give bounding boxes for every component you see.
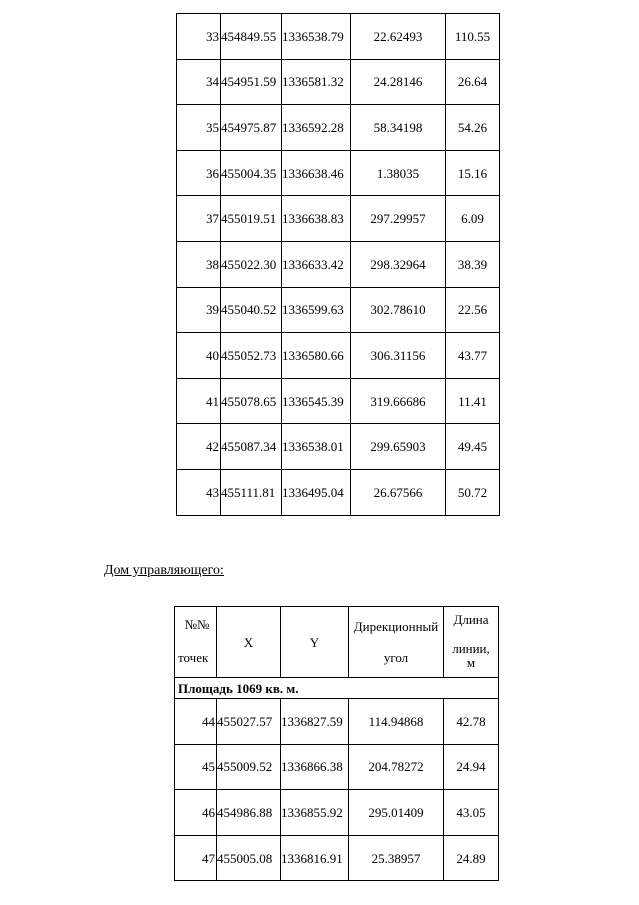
- table-row: [177, 196, 500, 242]
- line-length-cell: 11.41: [446, 378, 500, 424]
- point-number-cell: 45: [175, 744, 217, 790]
- line-length-cell: 49.45: [446, 424, 500, 470]
- header-x: X: [217, 607, 281, 678]
- direction-angle-cell: 26.67566: [351, 469, 446, 515]
- point-number-cell: 42: [177, 424, 221, 470]
- header-length-line2: линии,: [452, 640, 490, 656]
- y-coordinate-cell: 1336538.01: [282, 424, 351, 470]
- area-row: [175, 678, 499, 699]
- y-coordinate-cell: 1336827.59: [281, 699, 349, 745]
- line-length-cell: 50.72: [446, 469, 500, 515]
- line-length-cell: 6.09: [446, 196, 500, 242]
- table-row: [177, 105, 500, 151]
- table-row: [175, 835, 499, 881]
- table-row: [177, 424, 500, 470]
- x-coordinate-cell: 455111.81: [221, 469, 282, 515]
- x-coordinate-cell: 455078.65: [221, 378, 282, 424]
- line-length-cell: 43.05: [444, 790, 499, 836]
- x-coordinate-cell: 454849.55: [221, 14, 282, 60]
- y-coordinate-cell: 1336866.38: [281, 744, 349, 790]
- line-length-cell: 38.39: [446, 241, 500, 287]
- y-coordinate-cell: 1336580.66: [282, 333, 351, 379]
- direction-angle-cell: 204.78272: [349, 744, 444, 790]
- header-angle-line2: угол: [383, 650, 409, 665]
- direction-angle-cell: 295.01409: [349, 790, 444, 836]
- header-point-number-line2: точек: [178, 650, 209, 665]
- header-angle: [349, 607, 444, 678]
- table-row: [177, 469, 500, 515]
- line-length-cell: 54.26: [446, 105, 500, 151]
- x-coordinate-cell: 455004.35: [221, 150, 282, 196]
- coordinates-table-2-body: [175, 699, 499, 881]
- direction-angle-cell: 114.94868: [349, 699, 444, 745]
- point-number-cell: 34: [177, 59, 221, 105]
- point-number-cell: 44: [175, 699, 217, 745]
- direction-angle-cell: 22.62493: [351, 14, 446, 60]
- point-number-cell: 37: [177, 196, 221, 242]
- y-coordinate-cell: 1336633.42: [282, 241, 351, 287]
- point-number-cell: 47: [175, 835, 217, 881]
- direction-angle-cell: 302.78610: [351, 287, 446, 333]
- table-row: [175, 744, 499, 790]
- y-coordinate-cell: 1336592.28: [282, 105, 351, 151]
- direction-angle-cell: 299.65903: [351, 424, 446, 470]
- x-coordinate-cell: 454986.88: [217, 790, 281, 836]
- direction-angle-cell: 298.32964: [351, 241, 446, 287]
- y-coordinate-cell: 1336545.39: [282, 378, 351, 424]
- y-coordinate-cell: 1336599.63: [282, 287, 351, 333]
- table-row: [177, 241, 500, 287]
- coordinates-table-2: [174, 606, 499, 881]
- x-coordinate-cell: 455040.52: [221, 287, 282, 333]
- y-coordinate-cell: 1336538.79: [282, 14, 351, 60]
- point-number-cell: 33: [177, 14, 221, 60]
- header-length-line3: м: [466, 655, 476, 671]
- table-row: [177, 59, 500, 105]
- direction-angle-cell: 25.38957: [349, 835, 444, 881]
- x-coordinate-cell: 455019.51: [221, 196, 282, 242]
- table-row: [177, 14, 500, 60]
- table-row: [177, 287, 500, 333]
- line-length-cell: 15.16: [446, 150, 500, 196]
- line-length-cell: 24.89: [444, 835, 499, 881]
- y-coordinate-cell: 1336581.32: [282, 59, 351, 105]
- table-row: [175, 699, 499, 745]
- section-caption: Дом управляющего:: [104, 563, 224, 578]
- direction-angle-cell: 58.34198: [351, 105, 446, 151]
- x-coordinate-cell: 455022.30: [221, 241, 282, 287]
- point-number-cell: 40: [177, 333, 221, 379]
- direction-angle-cell: 24.28146: [351, 59, 446, 105]
- header-angle-line1: Дирекционный: [353, 619, 439, 634]
- y-coordinate-cell: 1336855.92: [281, 790, 349, 836]
- point-number-cell: 41: [177, 378, 221, 424]
- direction-angle-cell: 1.38035: [351, 150, 446, 196]
- table-header-row: [175, 607, 499, 678]
- point-number-cell: 36: [177, 150, 221, 196]
- point-number-cell: 39: [177, 287, 221, 333]
- header-y: Y: [281, 607, 349, 678]
- x-coordinate-cell: 454951.59: [221, 59, 282, 105]
- x-coordinate-cell: 455027.57: [217, 699, 281, 745]
- y-coordinate-cell: 1336495.04: [282, 469, 351, 515]
- line-length-cell: 42.78: [444, 699, 499, 745]
- line-length-cell: 22.56: [446, 287, 500, 333]
- x-coordinate-cell: 455005.08: [217, 835, 281, 881]
- line-length-cell: 110.55: [446, 14, 500, 60]
- table-row: [177, 333, 500, 379]
- coordinates-table-1: [176, 13, 500, 516]
- y-coordinate-cell: 1336816.91: [281, 835, 349, 881]
- x-coordinate-cell: 455087.34: [221, 424, 282, 470]
- line-length-cell: 26.64: [446, 59, 500, 105]
- x-coordinate-cell: 455052.73: [221, 333, 282, 379]
- x-coordinate-cell: 454975.87: [221, 105, 282, 151]
- coordinates-table-1-body: [177, 14, 500, 516]
- header-length-line1: Длина: [453, 611, 489, 627]
- area-label: Площадь 1069 кв. м.: [175, 678, 499, 699]
- header-length: [444, 607, 499, 678]
- point-number-cell: 46: [175, 790, 217, 836]
- line-length-cell: 43.77: [446, 333, 500, 379]
- header-point-number-line1: №№: [184, 617, 210, 633]
- direction-angle-cell: 319.66686: [351, 378, 446, 424]
- direction-angle-cell: 306.31156: [351, 333, 446, 379]
- y-coordinate-cell: 1336638.83: [282, 196, 351, 242]
- direction-angle-cell: 297.29957: [351, 196, 446, 242]
- table-row: [177, 150, 500, 196]
- point-number-cell: 38: [177, 241, 221, 287]
- header-point-number: [175, 607, 217, 678]
- point-number-cell: 43: [177, 469, 221, 515]
- point-number-cell: 35: [177, 105, 221, 151]
- line-length-cell: 24.94: [444, 744, 499, 790]
- x-coordinate-cell: 455009.52: [217, 744, 281, 790]
- table-row: [175, 790, 499, 836]
- y-coordinate-cell: 1336638.46: [282, 150, 351, 196]
- table-row: [177, 378, 500, 424]
